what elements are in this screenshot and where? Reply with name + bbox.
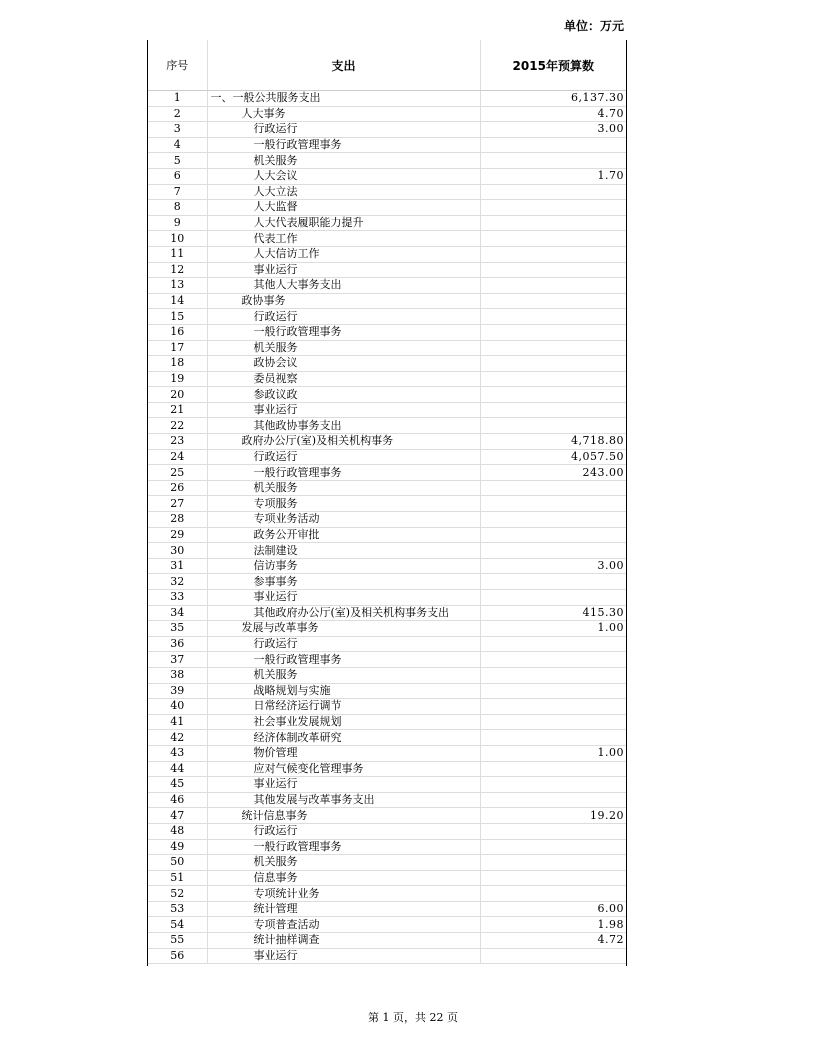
- row-seq: 26: [148, 480, 207, 496]
- row-seq: 7: [148, 184, 207, 200]
- row-seq: 24: [148, 449, 207, 465]
- row-amount: [480, 574, 626, 590]
- row-item-name: 机关服务: [207, 340, 480, 356]
- row-item-name: 机关服务: [207, 855, 480, 871]
- table-row: [148, 91, 626, 107]
- row-item-name: 专项统计业务: [207, 886, 480, 902]
- row-item-name: 政府办公厅(室)及相关机构事务: [207, 434, 480, 450]
- row-seq: 47: [148, 808, 207, 824]
- row-item-name: 人大代表履职能力提升: [207, 215, 480, 231]
- table-row: [148, 917, 626, 933]
- row-amount: [480, 371, 626, 387]
- row-item-name: 其他人大事务支出: [207, 278, 480, 294]
- row-item-name: 委员视察: [207, 371, 480, 387]
- table-row: [148, 933, 626, 949]
- row-seq: 2: [148, 106, 207, 122]
- table-row: [148, 823, 626, 839]
- row-seq: 9: [148, 215, 207, 231]
- row-seq: 38: [148, 667, 207, 683]
- row-item-name: 事业运行: [207, 777, 480, 793]
- row-seq: 6: [148, 168, 207, 184]
- row-amount: [480, 356, 626, 372]
- row-seq: 49: [148, 839, 207, 855]
- table-row: [148, 137, 626, 153]
- row-amount: 1.00: [480, 621, 626, 637]
- row-amount: 6.00: [480, 901, 626, 917]
- row-amount: 4.72: [480, 933, 626, 949]
- row-item-name: 行政运行: [207, 122, 480, 138]
- row-amount: [480, 590, 626, 606]
- row-item-name: 一般行政管理事务: [207, 839, 480, 855]
- row-item-name: 统计抽样调查: [207, 933, 480, 949]
- row-seq: 15: [148, 309, 207, 325]
- row-item-name: 统计管理: [207, 901, 480, 917]
- row-amount: [480, 870, 626, 886]
- row-amount: [480, 699, 626, 715]
- budget-table-container: [147, 40, 627, 966]
- row-amount: [480, 855, 626, 871]
- table-row: [148, 558, 626, 574]
- row-item-name: 参政议政: [207, 387, 480, 403]
- row-seq: 36: [148, 636, 207, 652]
- row-item-name: 人大事务: [207, 106, 480, 122]
- row-amount: [480, 246, 626, 262]
- table-row: [148, 106, 626, 122]
- table-row: [148, 621, 626, 637]
- row-seq: 39: [148, 683, 207, 699]
- row-item-name: 政务公开审批: [207, 527, 480, 543]
- row-amount: [480, 418, 626, 434]
- table-row: [148, 808, 626, 824]
- row-seq: 3: [148, 122, 207, 138]
- header-item: 支出: [207, 40, 480, 91]
- row-item-name: 物价管理: [207, 745, 480, 761]
- row-item-name: 一般行政管理事务: [207, 137, 480, 153]
- table-row: [148, 730, 626, 746]
- row-seq: 11: [148, 246, 207, 262]
- table-row: [148, 262, 626, 278]
- row-seq: 43: [148, 745, 207, 761]
- row-item-name: 事业运行: [207, 590, 480, 606]
- table-row: [148, 683, 626, 699]
- row-seq: 27: [148, 496, 207, 512]
- row-amount: [480, 761, 626, 777]
- table-row: [148, 605, 626, 621]
- table-row: [148, 886, 626, 902]
- row-seq: 51: [148, 870, 207, 886]
- row-item-name: 发展与改革事务: [207, 621, 480, 637]
- row-item-name: 专项服务: [207, 496, 480, 512]
- table-row: [148, 527, 626, 543]
- row-amount: [480, 823, 626, 839]
- row-amount: 3.00: [480, 558, 626, 574]
- row-item-name: 行政运行: [207, 823, 480, 839]
- row-amount: 1.98: [480, 917, 626, 933]
- row-amount: [480, 683, 626, 699]
- row-seq: 20: [148, 387, 207, 403]
- table-row: [148, 761, 626, 777]
- table-row: [148, 231, 626, 247]
- table-row: [148, 714, 626, 730]
- row-amount: [480, 480, 626, 496]
- table-row: [148, 418, 626, 434]
- row-item-name: 一般行政管理事务: [207, 465, 480, 481]
- row-seq: 48: [148, 823, 207, 839]
- row-item-name: 人大监督: [207, 200, 480, 216]
- row-item-name: 机关服务: [207, 153, 480, 169]
- row-seq: 5: [148, 153, 207, 169]
- table-row: [148, 153, 626, 169]
- row-amount: [480, 278, 626, 294]
- row-amount: [480, 231, 626, 247]
- table-row: [148, 449, 626, 465]
- row-seq: 55: [148, 933, 207, 949]
- row-amount: 4,718.80: [480, 434, 626, 450]
- row-amount: 243.00: [480, 465, 626, 481]
- row-amount: [480, 262, 626, 278]
- page-footer: 第 1 页，共 22 页: [368, 1011, 458, 1024]
- row-item-name: 其他政协事务支出: [207, 418, 480, 434]
- row-item-name: 一般行政管理事务: [207, 324, 480, 340]
- table-row: [148, 309, 626, 325]
- row-seq: 42: [148, 730, 207, 746]
- row-item-name: 信访事务: [207, 558, 480, 574]
- row-seq: 33: [148, 590, 207, 606]
- table-row: [148, 200, 626, 216]
- row-seq: 44: [148, 761, 207, 777]
- row-item-name: 应对气候变化管理事务: [207, 761, 480, 777]
- table-row: [148, 699, 626, 715]
- table-row: [148, 745, 626, 761]
- row-seq: 41: [148, 714, 207, 730]
- row-amount: [480, 948, 626, 964]
- row-seq: 13: [148, 278, 207, 294]
- row-seq: 34: [148, 605, 207, 621]
- row-item-name: 专项普查活动: [207, 917, 480, 933]
- row-seq: 10: [148, 231, 207, 247]
- row-seq: 37: [148, 652, 207, 668]
- row-item-name: 行政运行: [207, 636, 480, 652]
- row-amount: [480, 496, 626, 512]
- table-row: [148, 496, 626, 512]
- row-amount: [480, 730, 626, 746]
- row-amount: [480, 293, 626, 309]
- row-amount: [480, 527, 626, 543]
- row-seq: 46: [148, 792, 207, 808]
- table-row: [148, 122, 626, 138]
- row-seq: 18: [148, 356, 207, 372]
- row-item-name: 行政运行: [207, 449, 480, 465]
- row-amount: [480, 200, 626, 216]
- row-seq: 14: [148, 293, 207, 309]
- table-row: [148, 402, 626, 418]
- table-row: [148, 246, 626, 262]
- row-item-name: 其他发展与改革事务支出: [207, 792, 480, 808]
- table-row: [148, 636, 626, 652]
- row-amount: [480, 387, 626, 403]
- row-amount: [480, 543, 626, 559]
- row-seq: 28: [148, 512, 207, 528]
- row-item-name: 专项业务活动: [207, 512, 480, 528]
- header-seq: 序号: [148, 40, 207, 91]
- row-item-name: 代表工作: [207, 231, 480, 247]
- table-row: [148, 215, 626, 231]
- row-amount: [480, 512, 626, 528]
- table-row: [148, 324, 626, 340]
- row-item-name: 事业运行: [207, 948, 480, 964]
- row-item-name: 一、一般公共服务支出: [207, 91, 480, 107]
- row-amount: [480, 324, 626, 340]
- row-item-name: 事业运行: [207, 262, 480, 278]
- table-row: [148, 480, 626, 496]
- row-amount: [480, 137, 626, 153]
- row-seq: 54: [148, 917, 207, 933]
- table-row: [148, 465, 626, 481]
- table-row: [148, 543, 626, 559]
- row-amount: 4.70: [480, 106, 626, 122]
- table-body: [148, 91, 626, 964]
- row-seq: 56: [148, 948, 207, 964]
- row-seq: 4: [148, 137, 207, 153]
- row-seq: 32: [148, 574, 207, 590]
- table-row: [148, 948, 626, 964]
- row-amount: [480, 886, 626, 902]
- row-seq: 23: [148, 434, 207, 450]
- row-seq: 35: [148, 621, 207, 637]
- row-amount: [480, 636, 626, 652]
- row-seq: 50: [148, 855, 207, 871]
- row-item-name: 政协事务: [207, 293, 480, 309]
- row-amount: [480, 340, 626, 356]
- row-seq: 21: [148, 402, 207, 418]
- row-seq: 53: [148, 901, 207, 917]
- row-amount: [480, 714, 626, 730]
- table-row: [148, 512, 626, 528]
- row-item-name: 日常经济运行调节: [207, 699, 480, 715]
- header-budget: 2015年预算数: [480, 40, 626, 91]
- row-amount: 1.70: [480, 168, 626, 184]
- row-item-name: 行政运行: [207, 309, 480, 325]
- table-row: [148, 901, 626, 917]
- row-item-name: 事业运行: [207, 402, 480, 418]
- row-item-name: 政协会议: [207, 356, 480, 372]
- table-row: [148, 839, 626, 855]
- row-seq: 31: [148, 558, 207, 574]
- row-item-name: 统计信息事务: [207, 808, 480, 824]
- row-item-name: 人大信访工作: [207, 246, 480, 262]
- table-row: [148, 574, 626, 590]
- row-amount: 19.20: [480, 808, 626, 824]
- row-amount: 1.00: [480, 745, 626, 761]
- row-item-name: 一般行政管理事务: [207, 652, 480, 668]
- row-seq: 40: [148, 699, 207, 715]
- row-amount: [480, 153, 626, 169]
- table-row: [148, 590, 626, 606]
- row-amount: 4,057.50: [480, 449, 626, 465]
- table-row: [148, 340, 626, 356]
- row-seq: 25: [148, 465, 207, 481]
- row-amount: [480, 402, 626, 418]
- row-amount: 415.30: [480, 605, 626, 621]
- row-seq: 19: [148, 371, 207, 387]
- row-amount: [480, 839, 626, 855]
- row-amount: [480, 792, 626, 808]
- row-seq: 1: [148, 91, 207, 107]
- row-item-name: 社会事业发展规划: [207, 714, 480, 730]
- table-row: [148, 356, 626, 372]
- row-seq: 12: [148, 262, 207, 278]
- table-row: [148, 792, 626, 808]
- budget-table: [148, 40, 626, 964]
- row-item-name: 信息事务: [207, 870, 480, 886]
- table-row: [148, 278, 626, 294]
- row-seq: 16: [148, 324, 207, 340]
- row-amount: 3.00: [480, 122, 626, 138]
- table-row: [148, 777, 626, 793]
- table-row: [148, 184, 626, 200]
- table-row: [148, 652, 626, 668]
- row-seq: 30: [148, 543, 207, 559]
- table-row: [148, 168, 626, 184]
- row-seq: 52: [148, 886, 207, 902]
- table-row: [148, 371, 626, 387]
- row-amount: 6,137.30: [480, 91, 626, 107]
- table-row: [148, 667, 626, 683]
- table-row: [148, 387, 626, 403]
- row-item-name: 人大会议: [207, 168, 480, 184]
- row-amount: [480, 184, 626, 200]
- row-amount: [480, 309, 626, 325]
- row-seq: 17: [148, 340, 207, 356]
- row-item-name: 战略规划与实施: [207, 683, 480, 699]
- row-seq: 22: [148, 418, 207, 434]
- table-row: [148, 434, 626, 450]
- table-row: [148, 855, 626, 871]
- row-item-name: 其他政府办公厅(室)及相关机构事务支出: [207, 605, 480, 621]
- row-amount: [480, 777, 626, 793]
- row-item-name: 经济体制改革研究: [207, 730, 480, 746]
- unit-label: 单位：万元: [563, 19, 624, 33]
- row-amount: [480, 652, 626, 668]
- row-amount: [480, 667, 626, 683]
- row-amount: [480, 215, 626, 231]
- row-item-name: 法制建设: [207, 543, 480, 559]
- row-seq: 8: [148, 200, 207, 216]
- table-row: [148, 870, 626, 886]
- table-row: [148, 293, 626, 309]
- row-item-name: 机关服务: [207, 480, 480, 496]
- row-seq: 45: [148, 777, 207, 793]
- row-seq: 29: [148, 527, 207, 543]
- row-item-name: 机关服务: [207, 667, 480, 683]
- row-item-name: 人大立法: [207, 184, 480, 200]
- table-header-row: [148, 40, 626, 91]
- row-item-name: 参事事务: [207, 574, 480, 590]
